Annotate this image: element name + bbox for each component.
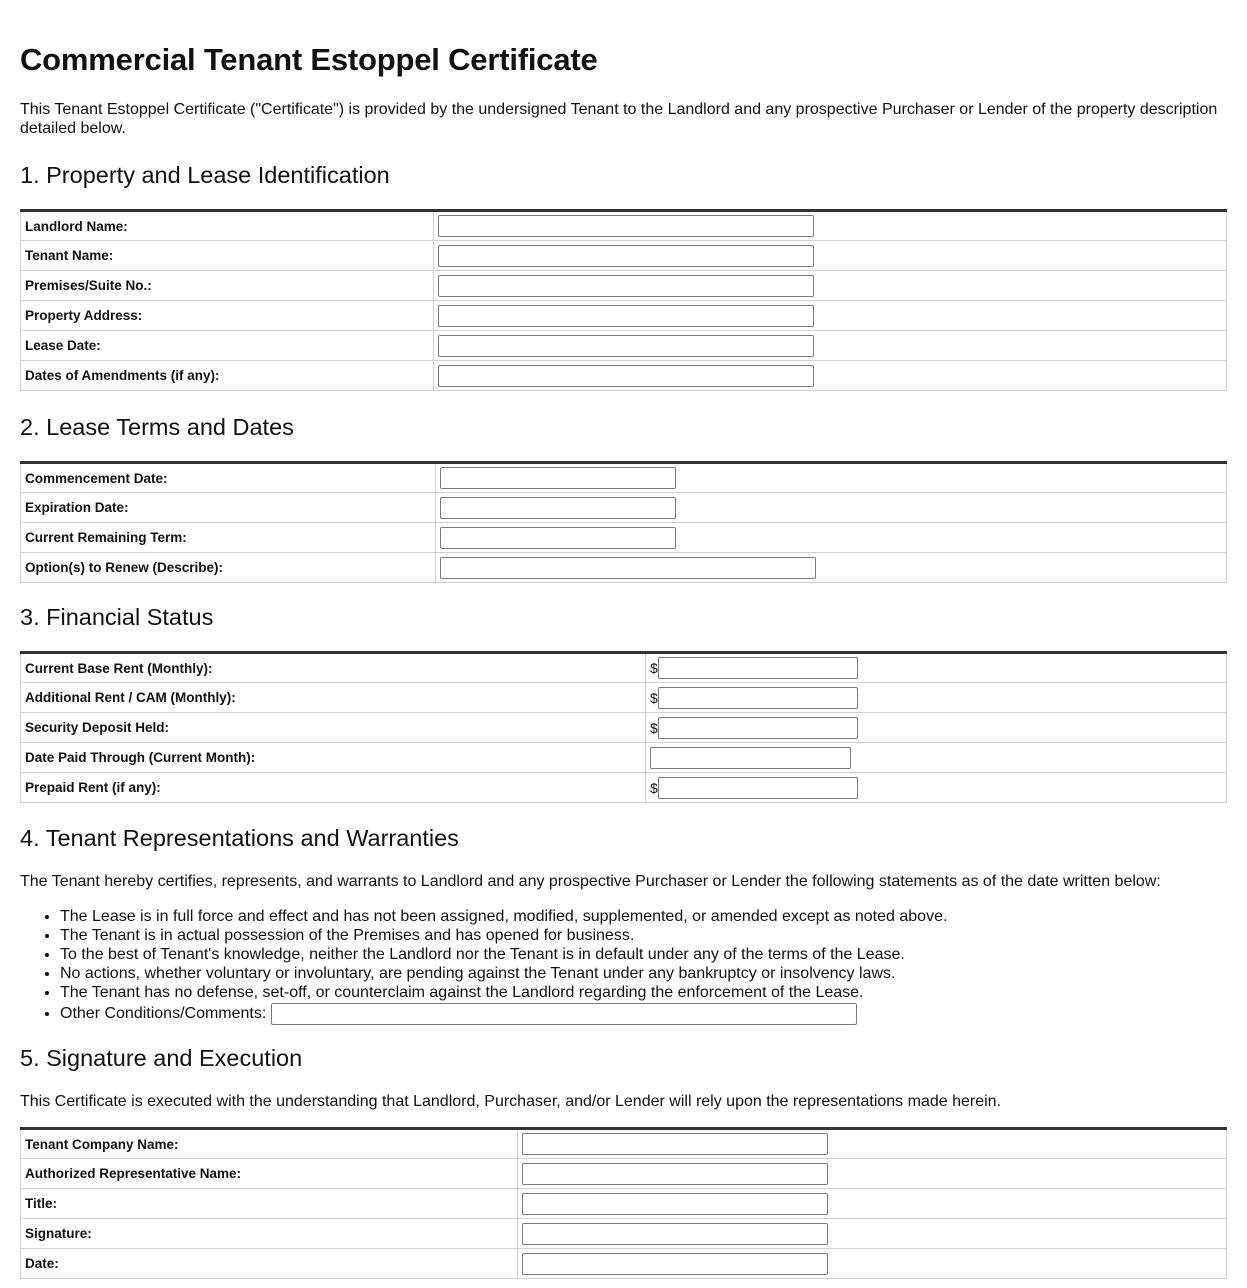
property-address-label: Property Address: bbox=[21, 301, 434, 331]
remaining-term-field[interactable] bbox=[440, 527, 676, 549]
other-conditions-field[interactable] bbox=[271, 1003, 857, 1025]
base-rent-field[interactable] bbox=[658, 657, 858, 679]
security-deposit-label: Security Deposit Held: bbox=[21, 713, 646, 743]
title-label: Title: bbox=[21, 1189, 518, 1219]
dollar-sign: $ bbox=[650, 660, 658, 676]
table-row bbox=[21, 493, 1227, 523]
table-row bbox=[21, 301, 1227, 331]
list-item: • No actions, whether voluntary or involuntary, are pending against the Tenant under any bankruptcy or insolvency laws. bbox=[60, 964, 1227, 983]
table-row bbox=[21, 553, 1227, 583]
additional-rent-label: Additional Rent / CAM (Monthly): bbox=[21, 683, 646, 713]
table-row bbox=[21, 1189, 1227, 1219]
signature-label: Signature: bbox=[21, 1219, 518, 1249]
commencement-date-label: Commencement Date: bbox=[21, 463, 436, 493]
table-row bbox=[21, 1159, 1227, 1189]
table-row bbox=[21, 713, 1227, 743]
table-row bbox=[21, 523, 1227, 553]
tenant-company-label: Tenant Company Name: bbox=[21, 1129, 518, 1159]
expiration-date-field[interactable] bbox=[440, 497, 676, 519]
property-address-field[interactable] bbox=[438, 305, 814, 327]
list-item: • The Tenant has no defense, set-off, or counterclaim against the Landlord regarding the enforcement of the Lease. bbox=[60, 983, 1227, 1002]
intro-paragraph: This Tenant Estoppel Certificate ("Certificate") is provided by the undersigned Tenant to the Landlord and any prospective Purchaser or Lender of the property description detailed below. bbox=[20, 101, 1218, 137]
renewal-options-label: Option(s) to Renew (Describe): bbox=[21, 553, 436, 583]
execution-intro: This Certificate is executed with the understanding that Landlord, Purchaser, and/or Lender will rely upon the representations made herein. bbox=[20, 1093, 1002, 1110]
list-item: • To the best of Tenant's knowledge, neither the Landlord nor the Tenant is in default under any of the terms of the Lease. bbox=[60, 945, 1227, 964]
representations-intro: The Tenant hereby certifies, represents, and warrants to Landlord and any prospective Purchaser or Lender the following statements as of the date written below: bbox=[20, 873, 1161, 890]
amendment-dates-field[interactable] bbox=[438, 365, 814, 387]
section4-heading: 4. Tenant Representations and Warranties bbox=[20, 825, 459, 851]
table-row bbox=[21, 743, 1227, 773]
table-row bbox=[21, 1249, 1227, 1279]
date-field[interactable] bbox=[522, 1253, 828, 1275]
list-item bbox=[60, 1003, 1227, 1025]
dollar-sign: $ bbox=[650, 779, 658, 796]
financial-status-table bbox=[20, 651, 1227, 803]
premises-suite-field[interactable] bbox=[438, 275, 814, 297]
prepaid-rent-label: Prepaid Rent (if any): bbox=[21, 773, 646, 803]
other-conditions-label: Other Conditions/Comments: bbox=[60, 1005, 267, 1023]
paid-through-label: Date Paid Through (Current Month): bbox=[21, 743, 646, 773]
page-title: Commercial Tenant Estoppel Certificate bbox=[20, 42, 598, 77]
title-field[interactable] bbox=[522, 1193, 828, 1215]
section1-heading: 1. Property and Lease Identification bbox=[20, 162, 390, 188]
list-item: • The Tenant is in actual possession of the Premises and has opened for business. bbox=[60, 926, 1227, 945]
table-row bbox=[21, 1129, 1227, 1159]
table-row bbox=[21, 331, 1227, 361]
table-row bbox=[21, 653, 1227, 683]
list-item: • The Lease is in full force and effect and has not been assigned, modified, supplemented, or amended except as noted above. bbox=[60, 907, 1227, 926]
lease-date-field[interactable] bbox=[438, 335, 814, 357]
table-row bbox=[21, 773, 1227, 803]
table-row bbox=[21, 241, 1227, 271]
table-row bbox=[21, 1219, 1227, 1249]
section3-heading: 3. Financial Status bbox=[20, 604, 214, 630]
representations-list bbox=[20, 907, 1227, 1025]
dollar-sign: $ bbox=[650, 689, 658, 706]
section5-heading: 5. Signature and Execution bbox=[20, 1045, 303, 1071]
amendment-dates-label: Dates of Amendments (if any): bbox=[21, 361, 434, 391]
table-row bbox=[21, 463, 1227, 493]
section2-heading: 2. Lease Terms and Dates bbox=[20, 414, 294, 440]
tenant-company-field[interactable] bbox=[522, 1133, 828, 1155]
tenant-name-label: Tenant Name: bbox=[21, 241, 434, 271]
additional-rent-field[interactable] bbox=[658, 687, 858, 709]
base-rent-label: Current Base Rent (Monthly): bbox=[21, 653, 646, 683]
lease-terms-table bbox=[20, 461, 1227, 583]
table-row bbox=[21, 271, 1227, 301]
paid-through-field[interactable] bbox=[650, 747, 851, 769]
remaining-term-label: Current Remaining Term: bbox=[21, 523, 436, 553]
representative-name-field[interactable] bbox=[522, 1163, 828, 1185]
expiration-date-label: Expiration Date: bbox=[21, 493, 436, 523]
property-lease-table bbox=[20, 209, 1227, 391]
signature-field[interactable] bbox=[522, 1223, 828, 1245]
security-deposit-field[interactable] bbox=[658, 717, 858, 739]
prepaid-rent-field[interactable] bbox=[658, 777, 858, 799]
tenant-name-field[interactable] bbox=[438, 245, 814, 267]
commencement-date-field[interactable] bbox=[440, 467, 676, 489]
dollar-sign: $ bbox=[650, 719, 658, 736]
table-row bbox=[21, 211, 1227, 241]
lease-date-label: Lease Date: bbox=[21, 331, 434, 361]
landlord-name-label: Landlord Name: bbox=[21, 211, 434, 241]
renewal-options-field[interactable] bbox=[440, 557, 816, 579]
signature-table bbox=[20, 1127, 1227, 1279]
table-row bbox=[21, 361, 1227, 391]
premises-suite-label: Premises/Suite No.: bbox=[21, 271, 434, 301]
representative-name-label: Authorized Representative Name: bbox=[21, 1159, 518, 1189]
landlord-name-field[interactable] bbox=[438, 215, 814, 237]
table-row bbox=[21, 683, 1227, 713]
date-label: Date: bbox=[21, 1249, 518, 1279]
